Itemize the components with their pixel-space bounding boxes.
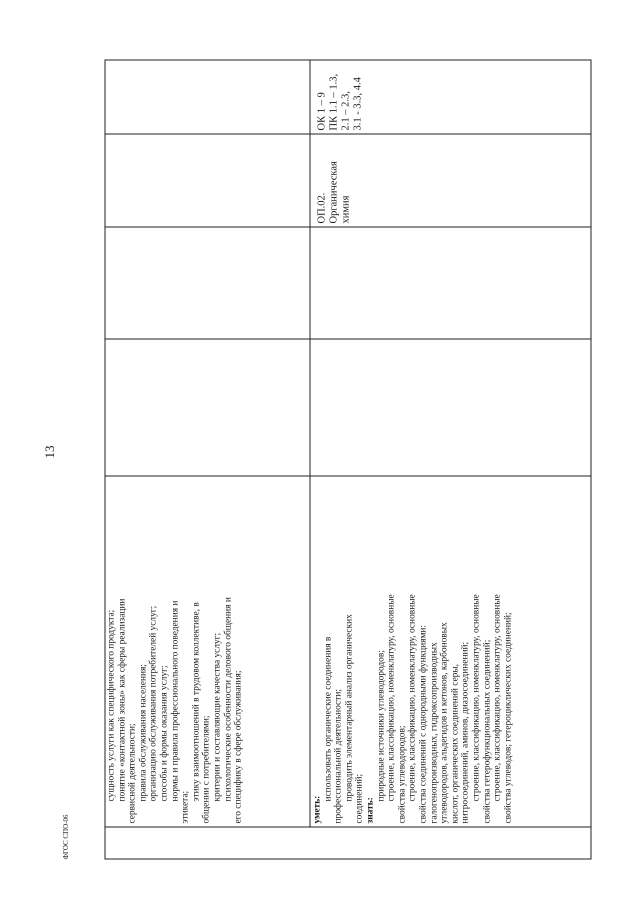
column-divider xyxy=(104,338,591,339)
content-line: сервисной деятельности; xyxy=(127,722,138,823)
content-line: этику взаимоотношений в трудовом коллективе, в xyxy=(190,601,201,801)
footer-mark: ФГОС СПО-06 xyxy=(62,814,70,860)
column-divider xyxy=(104,475,591,476)
column-divider xyxy=(104,826,591,827)
content-line: свойства углеводородов; xyxy=(396,724,407,823)
content-line: использовать органические соединения в xyxy=(322,636,333,801)
content-line: этикета; xyxy=(180,790,191,823)
row1-discipline-cell xyxy=(106,137,306,223)
content-line: строение, классификацию, номенклатуру, основные xyxy=(470,593,481,801)
page-number: 13 xyxy=(42,445,57,459)
content-line: проводить элементарный анализ органических xyxy=(343,613,354,801)
content-line: знать: xyxy=(364,796,375,823)
content-line: природные источники углеводородов; xyxy=(375,649,386,801)
row-divider xyxy=(309,59,310,827)
competence-code: ПК 1.1 – 1.3, xyxy=(328,73,339,130)
content-line: свойства соединений с однородными функциями: xyxy=(417,624,428,823)
content-line: строение, классификацию, номенклатуру, основные xyxy=(407,593,418,801)
content-line: профессиональной деятельности; xyxy=(333,688,344,823)
content-line: критерии и составляющие качества услуг; xyxy=(211,632,222,801)
content-line: углеводородов, альдегидов и кетонов, карбоновых xyxy=(439,621,450,823)
content-line: свойства углеводов; гетероциклических соединений; xyxy=(502,611,513,823)
content-line: понятие «контактной зоны» как сферы реализации xyxy=(116,598,127,801)
row1-competences-cell xyxy=(106,62,306,130)
content-line: кислот, органических соединений серы, xyxy=(449,663,460,823)
content-line: психологические особенности делового общения и xyxy=(222,596,233,801)
column-divider xyxy=(104,226,591,227)
content-line: нитросоединений, аминов, диазосоединений; xyxy=(460,641,471,823)
content-line: его специфику в сфере обслуживания; xyxy=(233,670,244,823)
content-line: способы и формы оказания услуг; xyxy=(158,664,169,801)
content-line: сущность услуги как специфического продукта; xyxy=(106,609,116,801)
competence-code: 2.1 – 2.3, xyxy=(340,90,351,130)
competence-code: 3.1 - 3.3, 4.4 xyxy=(352,76,363,130)
content-line: соединений; xyxy=(354,773,365,823)
content-line: свойства гетерофункциональных соединений; xyxy=(481,639,492,823)
content-line: нормы и правила профессионального поведения и xyxy=(169,600,180,801)
row2-hours-max-cell xyxy=(312,342,589,472)
row1-content-cell xyxy=(106,478,306,823)
curriculum-table xyxy=(104,59,591,859)
competence-code: ОК 1 – 9 xyxy=(316,91,327,130)
row2-hours-class-cell xyxy=(312,230,589,335)
row2-discipline-cell: ОП.02. Органическая химия xyxy=(316,160,351,223)
content-line: строение, классификацию, номенклатуру, основные xyxy=(492,593,503,801)
content-line: организацию обслуживания потребителей услуг; xyxy=(148,605,159,801)
row1-hours-max-cell xyxy=(106,342,306,472)
content-line: строение, классификацию, номенклатуру, основные xyxy=(386,593,397,801)
content-line: галогенопроизводных, гидроксопроизводных xyxy=(428,641,439,823)
content-line: уметь: xyxy=(312,795,322,823)
row1-hours-class-cell xyxy=(106,230,306,335)
column-divider xyxy=(104,133,591,134)
content-line: правила обслуживания населения; xyxy=(137,663,148,801)
row2-content-cell xyxy=(312,478,589,823)
row2-competences-cell xyxy=(316,62,586,130)
content-line: общении с потребителями; xyxy=(201,715,212,823)
